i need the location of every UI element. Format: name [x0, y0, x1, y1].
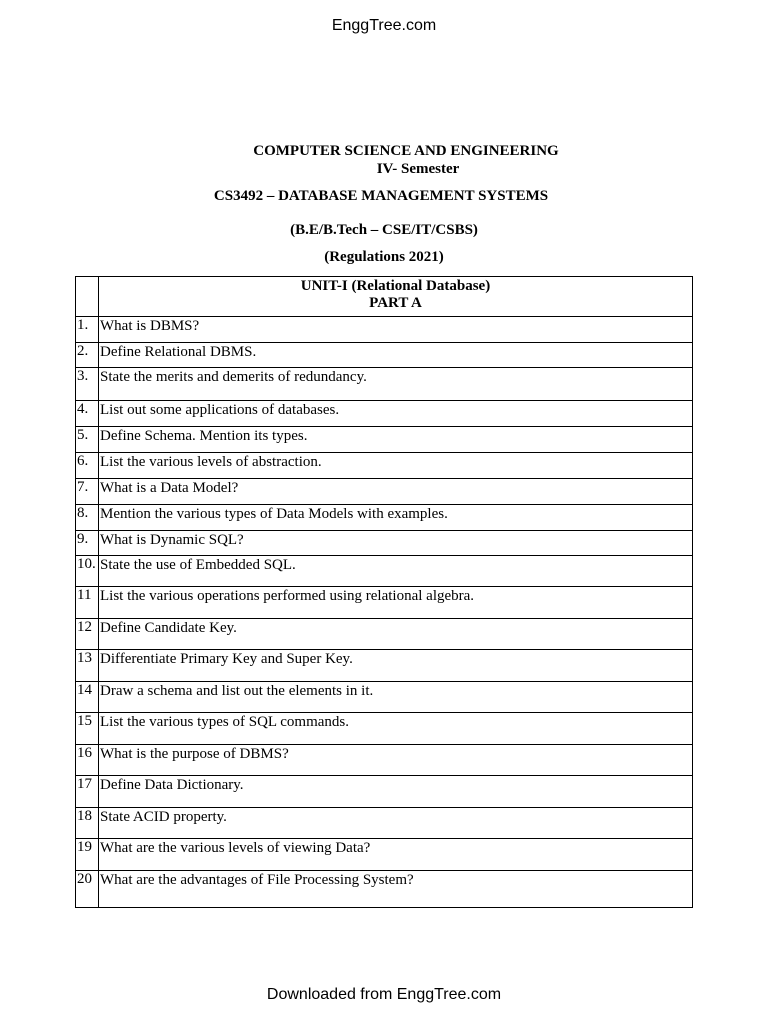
question-number: 6. — [76, 453, 99, 479]
question-text: Define Relational DBMS. — [99, 343, 693, 368]
question-text: List the various types of SQL commands. — [99, 713, 693, 745]
question-number: 10. — [76, 556, 99, 587]
question-number: 2. — [76, 343, 99, 368]
question-text: Define Schema. Mention its types. — [99, 427, 693, 453]
unit-title: UNIT-I (Relational Database) — [300, 278, 491, 294]
question-number: 20 — [76, 871, 99, 908]
question-text: Mention the various types of Data Models with examples. — [99, 505, 693, 531]
question-number: 11 — [76, 587, 99, 619]
table-row — [76, 682, 693, 713]
table-row — [76, 531, 693, 556]
question-text: What are the advantages of File Processing System? — [99, 871, 693, 908]
question-number: 15 — [76, 713, 99, 745]
question-number: 12 — [76, 619, 99, 650]
department-title: COMPUTER SCIENCE AND ENGINEERING — [253, 143, 559, 159]
question-number: 1. — [76, 317, 99, 343]
question-text: What is Dynamic SQL? — [99, 531, 693, 556]
question-number: 13 — [76, 650, 99, 682]
unit-header-num-cell — [76, 277, 99, 317]
question-text: List the various operations performed using relational algebra. — [99, 587, 693, 619]
table-row — [76, 619, 693, 650]
table-row — [76, 713, 693, 745]
question-number: 8. — [76, 505, 99, 531]
question-text: What are the various levels of viewing Data? — [99, 839, 693, 871]
table-row — [76, 839, 693, 871]
question-text: State ACID property. — [99, 808, 693, 839]
table-row — [76, 317, 693, 343]
question-text: List out some applications of databases. — [99, 401, 693, 427]
site-footer: Downloaded from EnggTree.com — [266, 986, 502, 1003]
question-text: What is a Data Model? — [99, 479, 693, 505]
question-number: 9. — [76, 531, 99, 556]
question-text: Define Data Dictionary. — [99, 776, 693, 808]
question-number: 17 — [76, 776, 99, 808]
course-title: CS3492 – DATABASE MANAGEMENT SYSTEMS — [213, 188, 549, 204]
question-number: 3. — [76, 368, 99, 401]
table-row — [76, 556, 693, 587]
question-text: Define Candidate Key. — [99, 619, 693, 650]
table-row — [76, 745, 693, 776]
regulations-label: (Regulations 2021) — [324, 249, 444, 265]
question-number: 18 — [76, 808, 99, 839]
part-title: PART A — [369, 295, 422, 311]
table-row — [76, 776, 693, 808]
question-text: State the merits and demerits of redundancy. — [99, 368, 693, 401]
table-row — [76, 808, 693, 839]
table-row — [76, 427, 693, 453]
table-row — [76, 650, 693, 682]
unit-header-cell — [99, 277, 693, 317]
question-text: What is the purpose of DBMS? — [99, 745, 693, 776]
table-row — [76, 505, 693, 531]
question-number: 5. — [76, 427, 99, 453]
table-row — [76, 871, 693, 908]
question-number: 19 — [76, 839, 99, 871]
semester-label: IV- Semester — [376, 161, 460, 177]
question-text: What is DBMS? — [99, 317, 693, 343]
table-row — [76, 368, 693, 401]
question-number: 7. — [76, 479, 99, 505]
unit-header-row — [76, 277, 693, 317]
site-header: EnggTree.com — [331, 17, 437, 34]
question-text: State the use of Embedded SQL. — [99, 556, 693, 587]
question-text: Draw a schema and list out the elements in it. — [99, 682, 693, 713]
question-number: 14 — [76, 682, 99, 713]
programme-label: (B.E/B.Tech – CSE/IT/CSBS) — [290, 222, 478, 238]
table-row — [76, 343, 693, 368]
question-number: 4. — [76, 401, 99, 427]
question-text: Differentiate Primary Key and Super Key. — [99, 650, 693, 682]
table-row — [76, 401, 693, 427]
question-number: 16 — [76, 745, 99, 776]
table-row — [76, 587, 693, 619]
table-row — [76, 479, 693, 505]
question-table — [75, 276, 693, 908]
table-row — [76, 453, 693, 479]
question-text: List the various levels of abstraction. — [99, 453, 693, 479]
